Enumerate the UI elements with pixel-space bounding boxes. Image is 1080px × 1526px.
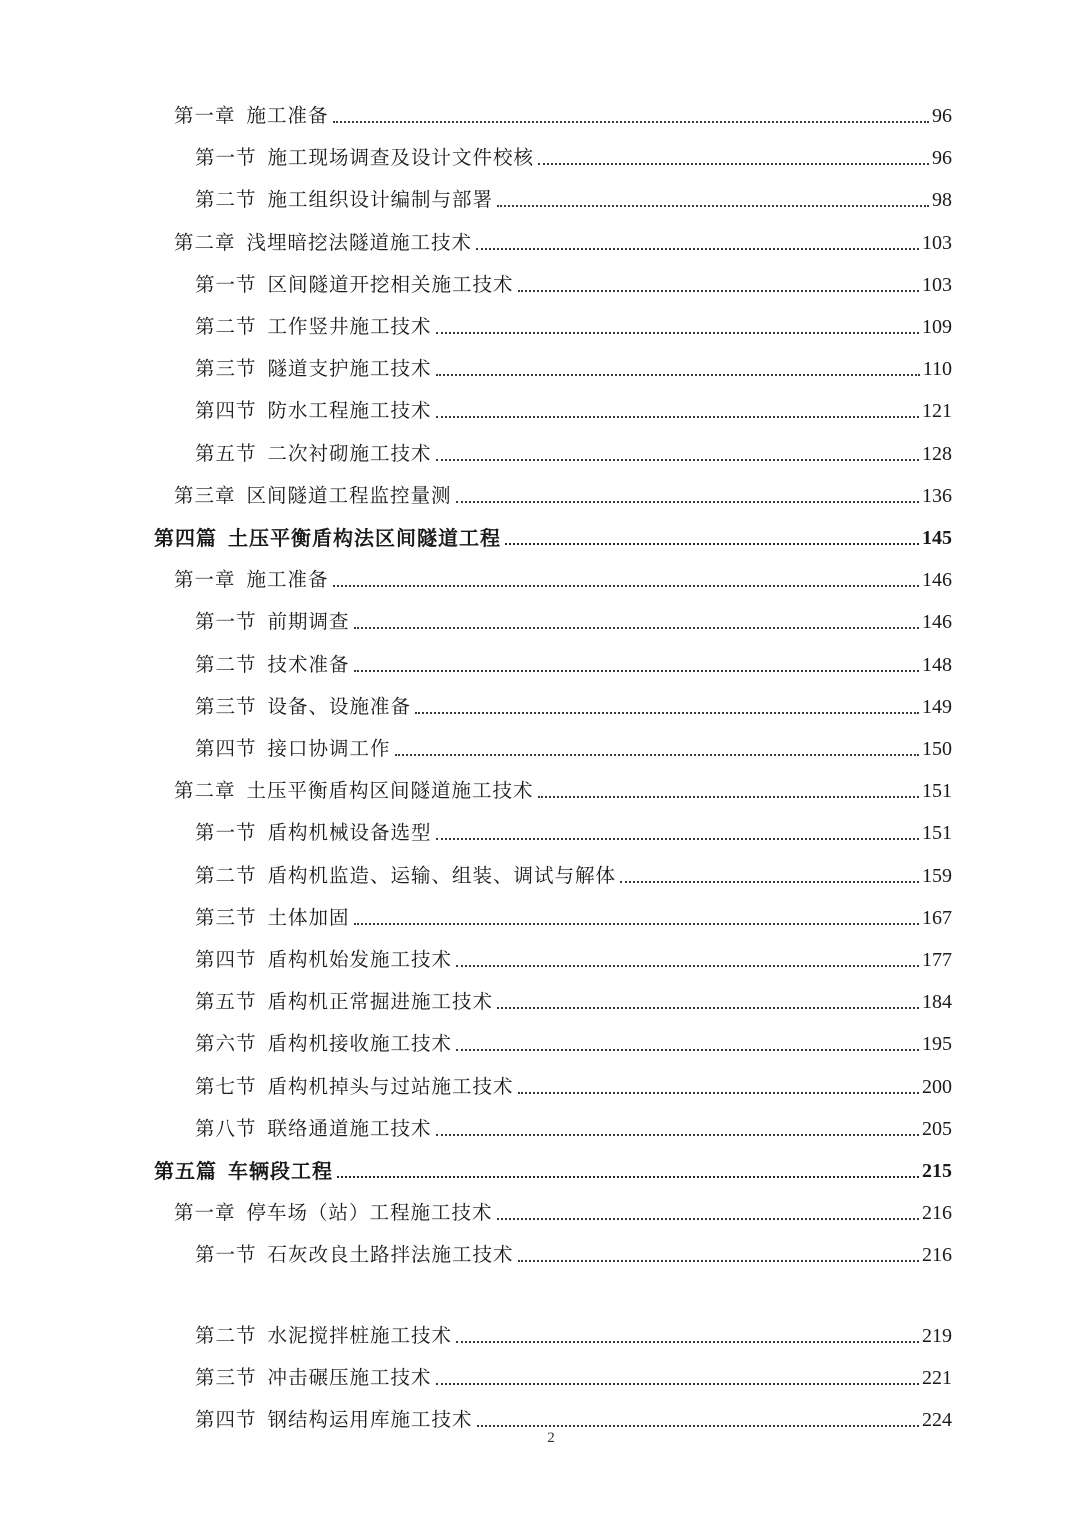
toc-entry-label xyxy=(195,906,350,930)
dot-leader xyxy=(505,543,919,545)
toc-entry-title: 前期调查 xyxy=(267,610,350,634)
dot-leader xyxy=(518,1092,919,1094)
toc-entry-chapter xyxy=(0,98,1080,128)
dot-leader xyxy=(456,1049,919,1051)
toc-entry-prefix: 第四节 xyxy=(195,1408,257,1431)
toc-entry-page: 110 xyxy=(922,358,952,381)
dot-leader xyxy=(497,1218,919,1220)
toc-entry-prefix: 第二章 xyxy=(174,779,236,803)
dot-leader xyxy=(436,1383,919,1385)
toc-entry-prefix: 第四篇 xyxy=(154,526,217,550)
toc-entry-title: 区间隧道工程监控量测 xyxy=(246,483,452,507)
toc-entry-prefix: 第三章 xyxy=(174,483,236,507)
dot-leader xyxy=(456,965,919,967)
toc-entry-page: 215 xyxy=(922,1160,952,1182)
toc-entry-chapter xyxy=(0,1195,1080,1225)
toc-entry-title: 工作竖井施工技术 xyxy=(267,315,432,338)
toc-entry-prefix: 第三节 xyxy=(195,357,257,381)
toc-entry-label xyxy=(195,1117,432,1141)
toc-entry-title: 土体加固 xyxy=(267,905,350,929)
toc-entry-prefix: 第二章 xyxy=(174,230,236,254)
toc-entry-section xyxy=(0,309,1080,339)
toc-entry-label xyxy=(195,1408,473,1432)
toc-entry-page: 151 xyxy=(922,822,952,845)
toc-entry-prefix: 第四节 xyxy=(195,737,257,760)
toc-entry-prefix: 第八节 xyxy=(195,1116,257,1140)
toc-entry-section xyxy=(0,182,1080,212)
toc-entry-label xyxy=(195,948,452,972)
dot-leader xyxy=(436,374,920,376)
toc-entry-prefix: 第一节 xyxy=(195,272,257,296)
toc-entry-title: 盾构机正常掘进施工技术 xyxy=(267,990,494,1014)
toc-entry-prefix: 第一章 xyxy=(174,1201,236,1225)
toc-entry-page: 121 xyxy=(922,400,952,423)
toc-entry-label xyxy=(195,273,514,297)
toc-entry-section xyxy=(0,140,1080,170)
toc-entry-section xyxy=(0,436,1080,466)
toc-entry-label xyxy=(195,1324,452,1348)
dot-leader xyxy=(497,1007,919,1009)
toc-entry-page: 224 xyxy=(922,1409,952,1431)
toc-entry-section xyxy=(0,1318,1080,1348)
toc-entry-prefix: 第二节 xyxy=(195,188,257,212)
toc-entry-label xyxy=(195,1075,514,1099)
toc-entry-page: 167 xyxy=(922,906,952,929)
toc-entry-page: 195 xyxy=(922,1033,952,1056)
toc-entry-page: 103 xyxy=(922,231,952,254)
toc-entry-page: 216 xyxy=(922,1202,952,1225)
toc-entry-page: 96 xyxy=(932,105,952,127)
toc-entry-page: 146 xyxy=(922,569,952,592)
dot-leader xyxy=(456,501,919,503)
toc-entry-label xyxy=(195,399,432,423)
toc-entry-label xyxy=(195,610,350,634)
dot-leader xyxy=(436,416,919,418)
dot-leader xyxy=(436,1134,919,1136)
toc-entry-label xyxy=(195,188,493,212)
toc-entry-title: 二次衬砌施工技术 xyxy=(267,441,432,465)
toc-entry-page: 149 xyxy=(922,695,952,718)
toc-entry-prefix: 第五篇 xyxy=(154,1159,217,1183)
toc-entry-label xyxy=(154,526,501,550)
toc-entry-chapter xyxy=(0,562,1080,592)
toc-entry-page: 128 xyxy=(922,442,952,465)
toc-entry-title: 技术准备 xyxy=(267,652,350,676)
dot-leader xyxy=(354,670,919,672)
toc-entry-title: 接口协调工作 xyxy=(267,737,391,760)
toc-entry-prefix: 第七节 xyxy=(195,1074,257,1098)
dot-leader xyxy=(476,248,919,250)
toc-entry-label xyxy=(195,737,391,761)
toc-entry-page: 221 xyxy=(922,1366,952,1389)
dot-leader xyxy=(354,627,919,629)
dot-leader xyxy=(456,1341,919,1343)
toc-entry-title: 施工准备 xyxy=(246,104,329,127)
toc-entry-chapter xyxy=(0,225,1080,255)
toc-entry-prefix: 第五节 xyxy=(195,990,257,1014)
toc-entry-section xyxy=(0,1237,1080,1267)
toc-entry-title: 冲击碾压施工技术 xyxy=(267,1365,432,1389)
toc-entry-page: 216 xyxy=(922,1244,952,1267)
toc-entry-label xyxy=(195,315,432,339)
toc-entry-label xyxy=(174,104,329,128)
page-number: 2 xyxy=(547,1430,555,1446)
toc-entry-page: 177 xyxy=(922,949,952,971)
toc-entry-label xyxy=(195,1366,432,1390)
toc-entry-section xyxy=(0,815,1080,845)
toc-entry-title: 石灰改良土路拌法施工技术 xyxy=(267,1243,514,1267)
toc-entry-title: 施工准备 xyxy=(246,568,329,592)
toc-entry-section xyxy=(0,1069,1080,1099)
toc-entry-section xyxy=(0,604,1080,634)
dot-leader xyxy=(337,1176,919,1178)
toc-entry-page: 151 xyxy=(922,780,952,803)
toc-entry-title: 盾构机掉头与过站施工技术 xyxy=(267,1074,514,1098)
toc-entry-page: 109 xyxy=(922,316,952,338)
toc-entry-prefix: 第一节 xyxy=(195,610,257,634)
toc-entry-prefix: 第六节 xyxy=(195,1032,257,1056)
toc-entry-page: 150 xyxy=(922,738,952,760)
toc-entry-label xyxy=(195,864,616,888)
toc-entry-label xyxy=(195,1032,452,1056)
dot-leader xyxy=(518,290,919,292)
toc-entry-title: 盾构机始发施工技术 xyxy=(267,948,453,971)
toc-entry-label xyxy=(195,695,411,719)
toc-entry-page: 184 xyxy=(922,991,952,1014)
toc-entry-label xyxy=(174,1201,493,1225)
toc-entry-title: 土压平衡盾构区间隧道施工技术 xyxy=(246,779,534,803)
dot-leader xyxy=(497,205,929,207)
toc-entry-label xyxy=(154,1159,333,1183)
toc-entry-prefix: 第二节 xyxy=(195,315,257,338)
toc-entry-title: 防水工程施工技术 xyxy=(267,399,432,423)
toc-entry-section xyxy=(0,731,1080,761)
toc-entry-title: 钢结构运用库施工技术 xyxy=(267,1408,473,1431)
toc-entry-title: 盾构机监造、运输、组装、调试与解体 xyxy=(267,863,617,887)
toc-entry-prefix: 第五节 xyxy=(195,441,257,465)
toc-entry-chapter xyxy=(0,773,1080,803)
toc-entry-title: 区间隧道开挖相关施工技术 xyxy=(267,272,514,296)
dot-leader xyxy=(518,1260,919,1262)
toc-entry-title: 联络通道施工技术 xyxy=(267,1116,432,1140)
dot-leader xyxy=(395,754,919,756)
toc-entry-page: 103 xyxy=(922,273,952,296)
toc-entry-page: 159 xyxy=(922,864,952,887)
toc-entry-section xyxy=(0,1402,1080,1432)
toc-entry-section xyxy=(0,1111,1080,1141)
toc-entry-label xyxy=(195,821,432,845)
toc-entry-label xyxy=(195,357,432,381)
toc-entry-title: 施工现场调查及设计文件校核 xyxy=(267,146,535,170)
toc-entry-section xyxy=(0,393,1080,423)
toc-entry-page: 146 xyxy=(922,611,952,634)
toc-entry-prefix: 第三节 xyxy=(195,905,257,929)
toc-entry-chapter xyxy=(0,478,1080,508)
dot-leader xyxy=(436,332,919,334)
toc-entry-prefix: 第四节 xyxy=(195,399,257,423)
toc-entry-prefix: 第二节 xyxy=(195,652,257,676)
toc-entry-prefix: 第一节 xyxy=(195,146,257,170)
toc-entry-prefix: 第一章 xyxy=(174,104,236,127)
dot-leader xyxy=(477,1425,919,1427)
toc-entry-page: 148 xyxy=(922,653,952,676)
toc-entry-label xyxy=(174,484,452,508)
toc-entry-title: 浅埋暗挖法隧道施工技术 xyxy=(246,230,473,254)
toc-entry-prefix: 第二节 xyxy=(195,863,257,887)
toc-entry-section xyxy=(0,647,1080,677)
toc-entry-page: 205 xyxy=(922,1117,952,1140)
toc-entry-prefix: 第三节 xyxy=(195,694,257,718)
toc-entry-prefix: 第四节 xyxy=(195,948,257,971)
toc-entry-part xyxy=(0,1153,1080,1183)
dot-leader xyxy=(620,881,919,883)
toc-entry-prefix: 第三节 xyxy=(195,1365,257,1389)
toc-entry-page: 136 xyxy=(922,484,952,507)
dot-leader xyxy=(436,459,919,461)
toc-entry-page: 219 xyxy=(922,1324,952,1347)
toc-entry-section xyxy=(0,942,1080,972)
toc-entry-label xyxy=(174,231,472,255)
toc-entry-label xyxy=(174,568,329,592)
toc-entry-label xyxy=(195,653,350,677)
toc-entry-prefix: 第一章 xyxy=(174,568,236,592)
toc-entry-title: 水泥搅拌桩施工技术 xyxy=(267,1323,453,1347)
toc-entry-section xyxy=(0,267,1080,297)
toc-entry-section xyxy=(0,900,1080,930)
dot-leader xyxy=(333,121,929,123)
toc-entry-section xyxy=(0,689,1080,719)
toc-entry-title: 盾构机械设备选型 xyxy=(267,821,432,845)
toc-entry-label xyxy=(174,779,534,803)
dot-leader xyxy=(354,923,919,925)
dot-leader xyxy=(415,712,919,714)
toc-entry-label xyxy=(195,1243,514,1267)
toc-entry-title: 土压平衡盾构法区间隧道工程 xyxy=(228,526,501,550)
toc-entry-page: 145 xyxy=(922,527,952,549)
dot-leader xyxy=(333,585,919,587)
toc-entry-prefix: 第一节 xyxy=(195,1243,257,1267)
toc-entry-title: 停车场（站）工程施工技术 xyxy=(246,1201,493,1225)
toc-entry-section xyxy=(0,984,1080,1014)
toc-entry-title: 车辆段工程 xyxy=(228,1159,333,1183)
toc-entry-prefix: 第二节 xyxy=(195,1323,257,1347)
toc-entry-prefix: 第一节 xyxy=(195,821,257,845)
toc-entry-label xyxy=(195,146,534,170)
dot-leader xyxy=(538,163,929,165)
toc-entry-page: 96 xyxy=(932,147,952,170)
toc-entry-label xyxy=(195,442,432,466)
toc-entry-part xyxy=(0,520,1080,550)
dot-leader xyxy=(538,796,919,798)
toc-entry-section xyxy=(0,1360,1080,1390)
toc-entry-title: 施工组织设计编制与部署 xyxy=(267,188,494,212)
toc-entry-section xyxy=(0,858,1080,888)
toc-entry-title: 隧道支护施工技术 xyxy=(267,357,432,381)
toc-entry-section xyxy=(0,351,1080,381)
toc-entry-section xyxy=(0,1026,1080,1056)
toc-entry-title: 盾构机接收施工技术 xyxy=(267,1032,453,1056)
dot-leader xyxy=(436,838,919,840)
toc-entry-label xyxy=(195,990,493,1014)
toc-entry-page: 200 xyxy=(922,1075,952,1098)
toc-entry-page: 98 xyxy=(932,189,952,212)
toc-entry-title: 设备、设施准备 xyxy=(267,694,412,718)
